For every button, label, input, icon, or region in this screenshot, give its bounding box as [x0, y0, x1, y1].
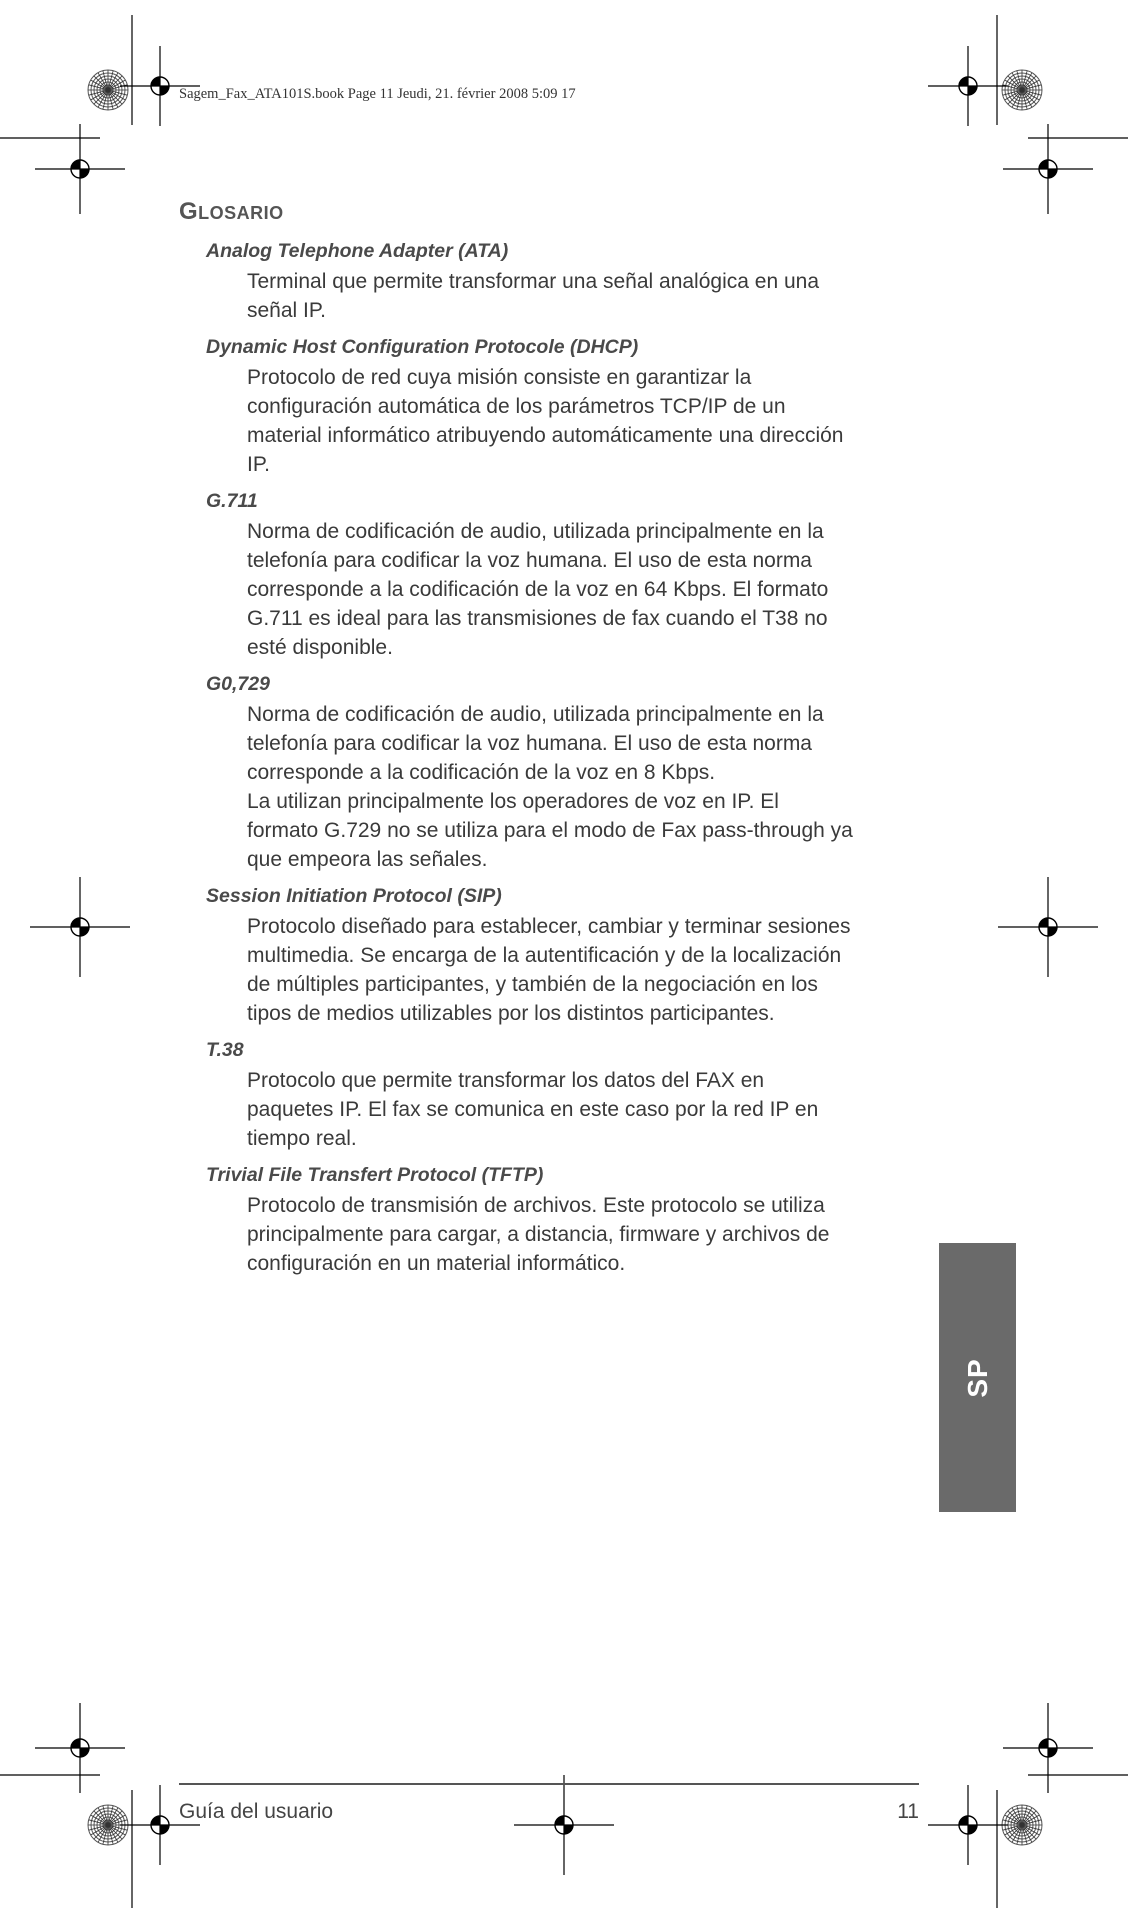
- definition-line: de múltiples participantes, y también de la negociación en los: [247, 973, 818, 996]
- definition-line: Terminal que permite transformar una señal analógica en una: [247, 270, 819, 293]
- section-title-rest: LOSARIO: [198, 203, 284, 223]
- definition-line: formato G.729 no se utiliza para el modo de Fax pass-through ya: [247, 819, 853, 842]
- registration-target-icon: [30, 877, 130, 977]
- section-title: [179, 198, 284, 226]
- print-header: Sagem_Fax_ATA101S.book Page 11 Jeudi, 21. février 2008 5:09 17: [179, 86, 576, 102]
- glossary-entry: [179, 883, 919, 1028]
- registration-rosette-icon: [88, 70, 128, 110]
- definition-line: principalmente para cargar, a distancia, firmware y archivos de: [247, 1223, 830, 1246]
- glossary-entry: [179, 334, 919, 479]
- definition-line: Norma de codificación de audio, utilizada principalmente en la: [247, 520, 824, 543]
- definition-line: tiempo real.: [247, 1127, 357, 1150]
- registration-rosette-icon: [1002, 70, 1042, 110]
- registration-target-icon: [1003, 1703, 1093, 1793]
- glossary-term: G.711: [206, 490, 258, 512]
- definition-line: que empeora las señales.: [247, 848, 488, 871]
- glossary-definition: [247, 1191, 907, 1278]
- glossary-entry: [179, 238, 919, 325]
- glossary-definition: [247, 363, 907, 479]
- section-title-initial: G: [179, 198, 199, 225]
- registration-target-icon: [928, 46, 1008, 126]
- glossary-entry: [179, 671, 919, 874]
- definition-line: multimedia. Se encarga de la autentificación y de la localización: [247, 944, 842, 967]
- definition-line: telefonía para codificar la voz humana. El uso de esta norma: [247, 549, 812, 572]
- definition-line: telefonía para codificar la voz humana. El uso de esta norma: [247, 732, 812, 755]
- definition-line: corresponde a la codificación de la voz en 64 Kbps. El formato: [247, 578, 829, 601]
- glossary-term: Analog Telephone Adapter (ATA): [206, 240, 509, 262]
- glossary-definition: [247, 517, 907, 662]
- definition-line: La utilizan principalmente los operadores de voz en IP. El: [247, 790, 779, 813]
- definition-line: Protocolo que permite transformar los datos del FAX en: [247, 1069, 765, 1092]
- registration-target-icon: [998, 877, 1098, 977]
- footer-document-title: Guía del usuario: [179, 1800, 334, 1823]
- definition-line: tipos de medios utilizables por los distintos participantes.: [247, 1002, 775, 1025]
- glossary-term: Dynamic Host Configuration Protocole (DHCP): [206, 336, 639, 358]
- definition-line: IP.: [247, 453, 270, 476]
- glossary-term: Session Initiation Protocol (SIP): [206, 885, 502, 907]
- glossary-entry: [179, 1162, 919, 1278]
- definition-line: señal IP.: [247, 299, 327, 322]
- definition-line: Protocolo de transmisión de archivos. Este protocolo se utiliza: [247, 1194, 825, 1217]
- registration-target-icon: [35, 1703, 125, 1793]
- glossary-term: G0,729: [206, 673, 270, 695]
- glossary-definition: [247, 700, 907, 874]
- glossary-definition: [247, 267, 907, 325]
- registration-target-icon: [514, 1775, 614, 1875]
- glossary-term: T.38: [206, 1039, 244, 1061]
- glossary-list: [179, 238, 919, 1287]
- glossary-entry: [179, 1037, 919, 1153]
- glossary-definition: [247, 912, 907, 1028]
- definition-line: Protocolo diseñado para establecer, cambiar y terminar sesiones: [247, 915, 851, 938]
- definition-line: configuración en un material informático.: [247, 1252, 626, 1275]
- glossary-entry: [179, 488, 919, 662]
- glossary-term: Trivial File Transfert Protocol (TFTP): [206, 1164, 544, 1186]
- definition-line: G.711 es ideal para las transmisiones de fax cuando el T38 no: [247, 607, 828, 630]
- glossary-definition: [247, 1066, 907, 1153]
- definition-line: corresponde a la codificación de la voz en 8 Kbps.: [247, 761, 716, 784]
- definition-line: Protocolo de red cuya misión consiste en garantizar la: [247, 366, 752, 389]
- language-tab: [939, 1243, 1016, 1512]
- definition-line: Norma de codificación de audio, utilizada principalmente en la: [247, 703, 824, 726]
- language-tab-label: SP: [961, 1357, 993, 1398]
- footer-page-number: 11: [897, 1800, 919, 1823]
- definition-line: esté disponible.: [247, 636, 393, 659]
- definition-line: configuración automática de los parámetros TCP/IP de un: [247, 395, 786, 418]
- footer-divider: [179, 1783, 919, 1785]
- definition-line: paquetes IP. El fax se comunica en este caso por la red IP en: [247, 1098, 819, 1121]
- definition-line: material informático atribuyendo automáticamente una dirección: [247, 424, 844, 447]
- registration-target-icon: [928, 1785, 1008, 1865]
